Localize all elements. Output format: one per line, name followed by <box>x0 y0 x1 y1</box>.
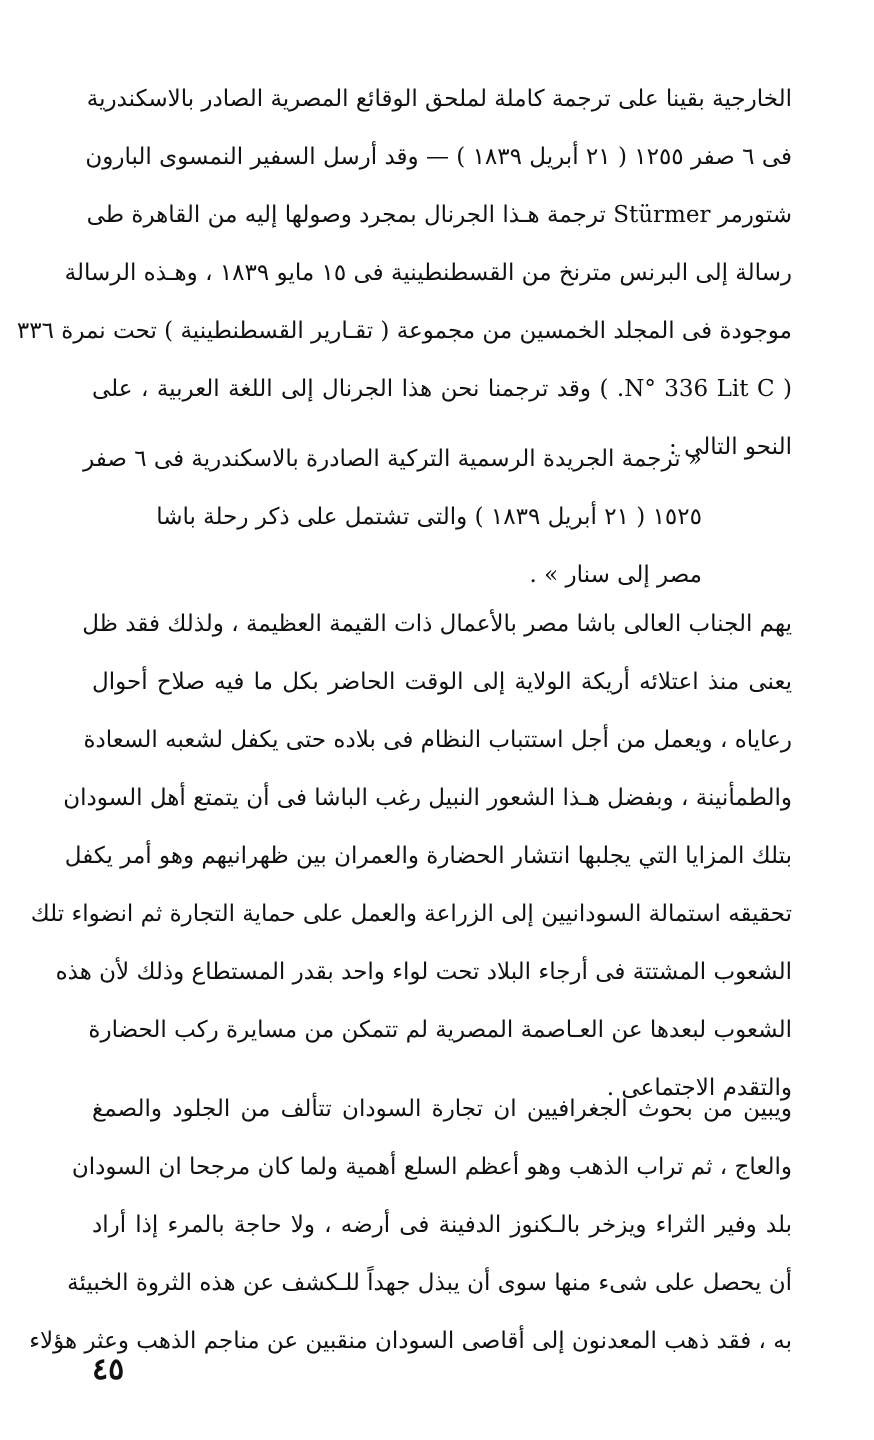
text-line: والعاج ، ثم تراب الذهب وهو أعظم السلع أهمية ولما كان مرجحا ان السودان <box>71 1154 792 1180</box>
text-line: الشعوب لبعدها عن العـاصمة المصرية لم تتمكن من مسايرة ركب الحضارة <box>88 1017 792 1043</box>
text-line: ويبين من بحوث الجغرافيين ان تجارة السودان تتألف من الجلود والصمغ <box>92 1096 792 1122</box>
text-line: الشعوب المشتتة فى أرجاء البلاد تحت لواء واحد بقدر المستطاع وذلك لأن هذه <box>55 959 792 985</box>
text-line: شتورمر Stürmer ترجمة هـذا الجرنال بمجرد وصولها إليه من القاهرة طى <box>86 202 792 228</box>
text-line: يهم الجناب العالى باشا مصر بالأعمال ذات القيمة العظيمة ، ولذلك فقد ظل <box>82 611 792 637</box>
text-line: « ترجمة الجريدة الرسمية التركية الصادرة بالاسكندرية فى ٦ صفر <box>83 446 702 472</box>
quoted-title <box>83 430 702 604</box>
text-line: بلد وفير الثراء ويزخر بالـكنوز الدفينة فى أرضه ، ولا حاجة بالمرء إذا أراد <box>92 1212 792 1238</box>
text-line: أن يحصل على شىء منها سوى أن يبذل جهداً للـكشف عن هذه الثروة الخبيئة <box>67 1270 792 1296</box>
text-line: ( N° 336 Lit C. ) وقد ترجمنا نحن هذا الجرنال إلى اللغة العربية ، على <box>92 376 792 402</box>
text-line: به ، فقد ذهب المعدنون إلى أقاصى السودان منقبين عن مناجم الذهب وعثر هؤلاء <box>29 1328 792 1354</box>
text-line: بتلك المزايا التي يجلبها انتشار الحضارة والعمران بين ظهرانيهم وهو أمر يكفل <box>64 843 792 869</box>
text-line: يعنى منذ اعتلائه أريكة الولاية إلى الوقت الحاضر بكل ما فيه صلاح أحوال <box>92 669 792 695</box>
text-line: والتقدم الاجتماعى . <box>606 1075 792 1101</box>
text-line: موجودة فى المجلد الخمسين من مجموعة ( تقـارير القسطنطينية ) تحت نمرة ٣٣٦ <box>16 318 792 344</box>
text-line: فى ٦ صفر ١٢٥٥ ( ٢١ أبريل ١٨٣٩ ) — وقد أرسل السفير النمسوى البارون <box>85 144 792 170</box>
paragraph-trade <box>29 1080 792 1370</box>
text-line: النحو التالى : <box>669 434 792 460</box>
page-number: ٤٥ <box>92 1352 125 1387</box>
paragraph-pasha <box>30 595 792 1117</box>
text-line: رسالة إلى البرنس مترنخ من القسطنطينية فى ١٥ مايو ١٨٣٩ ، وهـذه الرسالة <box>64 260 792 286</box>
text-line: مصر إلى سنار » . <box>529 562 702 588</box>
text-line: تحقيقه استمالة السودانيين إلى الزراعة والعمل على حماية التجارة ثم انضواء تلك <box>30 901 792 927</box>
paragraph-intro <box>16 70 792 476</box>
text-line: والطمأنينة ، وبفضل هـذا الشعور النبيل رغب الباشا فى أن يتمتع أهل السودان <box>63 785 792 811</box>
text-line: ١٥٢٥ ( ٢١ أبريل ١٨٣٩ ) والتى تشتمل على ذكر رحلة باشا <box>156 504 702 530</box>
text-line: رعاياه ، ويعمل من أجل استتباب النظام فى بلاده حتى يكفل لشعبه السعادة <box>83 727 792 753</box>
text-line: الخارجية بقينا على ترجمة كاملة لملحق الوقائع المصرية الصادر بالاسكندرية <box>86 86 792 112</box>
